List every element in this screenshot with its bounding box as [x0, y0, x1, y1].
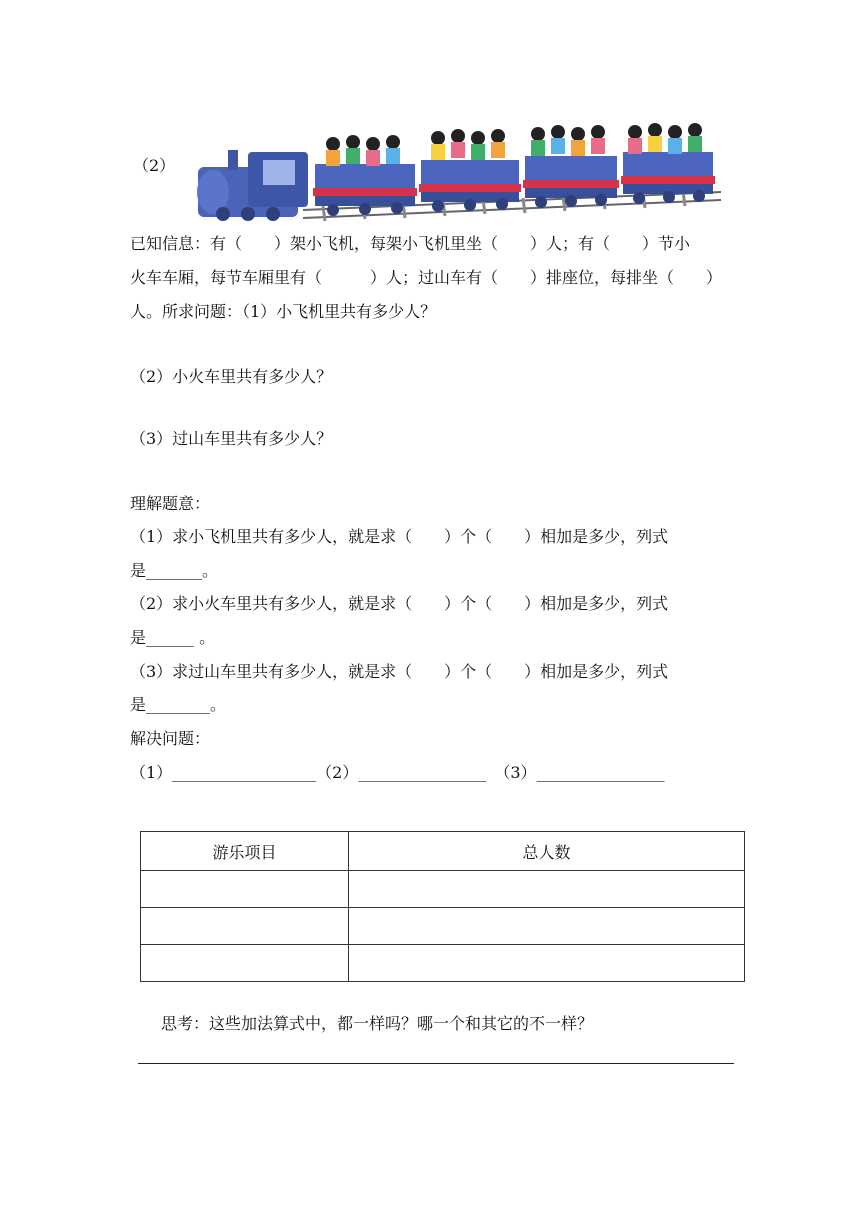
table-cell[interactable]	[349, 945, 745, 982]
table-header-item: 游乐项目	[141, 832, 349, 871]
understand-2a: （2）求小火车里共有多少人，就是求（ ）个（ ）相加是多少，列式	[130, 594, 669, 613]
table-cell[interactable]	[349, 871, 745, 908]
table-header-total: 总人数	[349, 832, 745, 871]
table-cell[interactable]	[349, 908, 745, 945]
train-illustration	[193, 122, 723, 226]
understand-2b: 是______ 。	[130, 628, 216, 647]
think-question: 思考：这些加法算式中，都一样吗？哪一个和其它的不一样？	[161, 1014, 594, 1033]
section-label: （2）	[133, 156, 176, 175]
known-info-line-3: 人。所求问题：（1）小飞机里共有多少人？	[130, 302, 437, 321]
answer-line[interactable]	[138, 1063, 734, 1064]
locomotive	[197, 150, 308, 221]
known-info-line-2: 火车车厢，每节车厢里有（ ）人；过山车有（ ）排座位，每排坐（ ）	[130, 268, 723, 287]
table-cell[interactable]	[141, 908, 349, 945]
train-car-4	[621, 123, 715, 204]
question-3: （3）过山车里共有多少人？	[130, 429, 333, 448]
table-cell[interactable]	[141, 871, 349, 908]
question-2: （2）小火车里共有多少人？	[130, 367, 333, 386]
understand-1b: 是_______。	[130, 561, 219, 580]
train-car-2	[419, 129, 521, 212]
understand-heading: 理解题意：	[130, 494, 211, 513]
table-cell[interactable]	[141, 945, 349, 982]
solve-heading: 解决问题：	[130, 729, 211, 748]
table-row	[141, 871, 745, 908]
train-car-3	[523, 125, 619, 208]
table-row	[141, 945, 745, 982]
understand-3a: （3）求过山车里共有多少人，就是求（ ）个（ ）相加是多少，列式	[130, 662, 669, 681]
solve-answer-line: （1）__________________（2）________________ （3）________________	[130, 763, 665, 782]
record-table	[140, 831, 745, 982]
table-row	[141, 908, 745, 945]
known-info-line-1: 已知信息：有（ ）架小飞机，每架小飞机里坐（ ）人；有（ ）节小	[130, 234, 691, 253]
understand-3b: 是________。	[130, 695, 227, 714]
train-car-1	[313, 135, 417, 216]
understand-1a: （1）求小飞机里共有多少人，就是求（ ）个（ ）相加是多少，列式	[130, 527, 669, 546]
